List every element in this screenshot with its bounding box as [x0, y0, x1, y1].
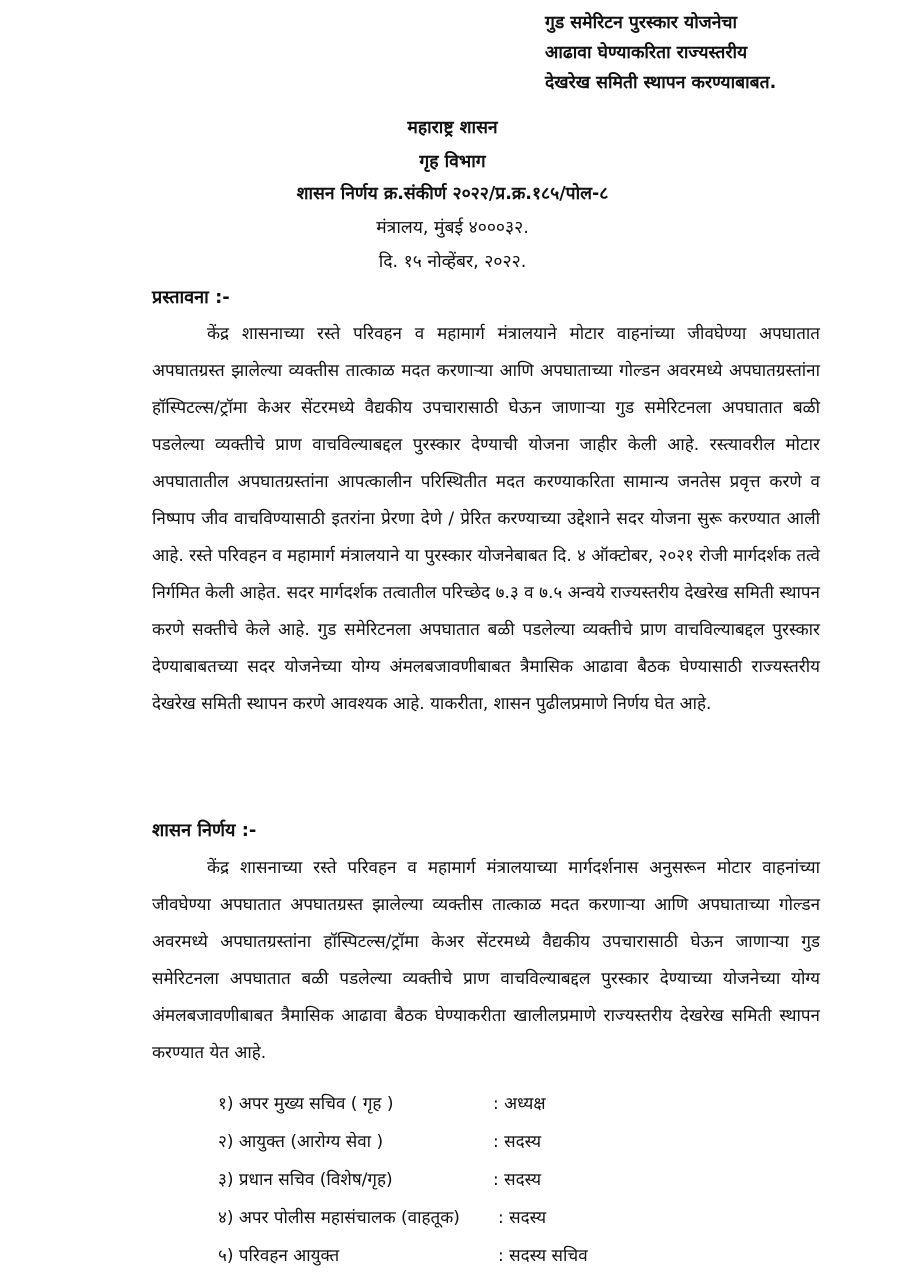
- committee-member: [218, 1161, 638, 1199]
- subject-block: [545, 8, 885, 98]
- committee-member-list: [218, 1085, 638, 1275]
- decision-text: केंद्र शासनाच्या रस्ते परिवहन व महामार्ग मंत्रालयाच्या मार्गदर्शनास अनुसरून मोटार वाहनांच्या जीवघेण्या अपघातात अपघातग्रस्त झालेल्या व्यक्तीस तात्काळ मदत करणाऱ्या आणि अपघाताच्या गोल्डन अवरमध्ये अपघातग्रस्तांना हॉस्पिटल्स/ट्रॉमा केअर सेंटरमध्ये वैद्यकीय उपचारासाठी घेऊन जाणाऱ्या गुड समेरिटनला अपघातात बळी पडलेल्या व्यक्तीचे प्राण वाचविल्याबद्दल पुरस्कार देण्याच्या योजनेच्या योग्य अंमलबजावणीबाबत त्रैमासिक आढावा बैठक घेण्याकरीता खालीलप्रमाणे राज्यस्तरीय देखरेख समिती स्थापन करण्यात येत आहे.: [152, 858, 820, 1063]
- member-designation: ५) परिवहन आयुक्त: [218, 1246, 340, 1266]
- issue-date: दि. १५ नोव्हेंबर, २०२२.: [378, 252, 527, 272]
- member-designation: ३) प्रधान सचिव (विशेष/गृह): [218, 1170, 393, 1190]
- subject-line: देखरेख समिती स्थापन करण्याबाबत.: [545, 73, 777, 93]
- preamble-text: केंद्र शासनाच्या रस्ते परिवहन व महामार्ग मंत्रालयाने मोटार वाहनांच्या जीवघेण्या अपघातात अपघातग्रस्त झालेल्या व्यक्तीस तात्काळ मदत करणाऱ्या आणि अपघाताच्या गोल्डन अवरमध्ये अपघातग्रस्तांना हॉस्पिटल्स/ट्रॉमा केअर सेंटरमध्ये वैद्यकीय उपचारासाठी घेऊन जाणाऱ्या गुड समेरिटनला अपघातात बळी पडलेल्या व्यक्तीचे प्राण वाचविल्याबद्दल पुरस्कार देण्याची योजना जाहीर केली आहे. रस्त्यावरील मोटार अपघातातील अपघातग्रस्तांना आपत्कालीन परिस्थितीत मदत करण्याकरिता सामान्य जनतेस प्रवृत्त करणे व निष्पाप जीव वाचविण्यासाठी इतरांना प्रेरणा देणे / प्रेरित करण्याच्या उद्देशाने सदर योजना सुरू करण्यात आली आहे. रस्ते परिवहन व महामार्ग मंत्रालयाने या पुरस्कार योजनेबाबत दि. ४ ऑक्टोबर, २०२१ रोजी मार्गदर्शक तत्वे निर्गमित केली आहेत. सदर मार्गदर्शक तत्वातील परिच्छेद ७.३ व ७.५ अन्वये राज्यस्तरीय देखरेख समिती स्थापन करणे सक्तीचे केले आहे. गुड समेरिटनला अपघातात बळी पडलेल्या व्यक्तीचे प्राण वाचविल्याबद्दल पुरस्कार देण्याबाबतच्या सदर योजनेच्या योग्य अंमलबजावणीबाबत त्रैमासिक आढावा बैठक घेण्यासाठी राज्यस्तरीय देखरेख समिती स्थापन करणे आवश्यक आहे. याकरीता, शासन पुढीलप्रमाणे निर्णय घेत आहे.: [152, 324, 820, 714]
- subject-line: आढावा घेण्याकरिता राज्यस्तरीय: [545, 43, 748, 63]
- member-designation: २) आयुक्त (आरोग्य सेवा ): [218, 1132, 384, 1152]
- member-designation: १) अपर मुख्य सचिव ( गृह ): [218, 1094, 394, 1114]
- committee-member: [218, 1123, 638, 1161]
- member-role: : सदस्य: [498, 1208, 547, 1228]
- committee-member: [218, 1237, 638, 1275]
- member-role: : सदस्य सचिव: [498, 1246, 588, 1266]
- member-designation: ४) अपर पोलीस महासंचालक (वाहतूक): [218, 1208, 460, 1228]
- gr-number: शासन निर्णय क्र.संकीर्ण २०२२/प्र.क्र.१८५/पोल-८: [296, 184, 609, 204]
- committee-member: [218, 1085, 638, 1123]
- preamble-heading: प्रस्तावना :-: [152, 287, 230, 308]
- committee-member: [218, 1199, 638, 1237]
- decision-heading: शासन निर्णय :-: [152, 820, 257, 841]
- government-name: महाराष्ट्र शासन: [407, 118, 498, 138]
- office-address: मंत्रालय, मुंबई ४०००३२.: [376, 218, 529, 238]
- member-role: : सदस्य: [493, 1132, 542, 1152]
- department-name: गृह विभाग: [419, 152, 486, 172]
- subject-line: गुड समेरिटन पुरस्कार योजनेचा: [545, 13, 738, 33]
- member-role: : अध्यक्ष: [493, 1094, 546, 1114]
- member-role: : सदस्य: [493, 1170, 542, 1190]
